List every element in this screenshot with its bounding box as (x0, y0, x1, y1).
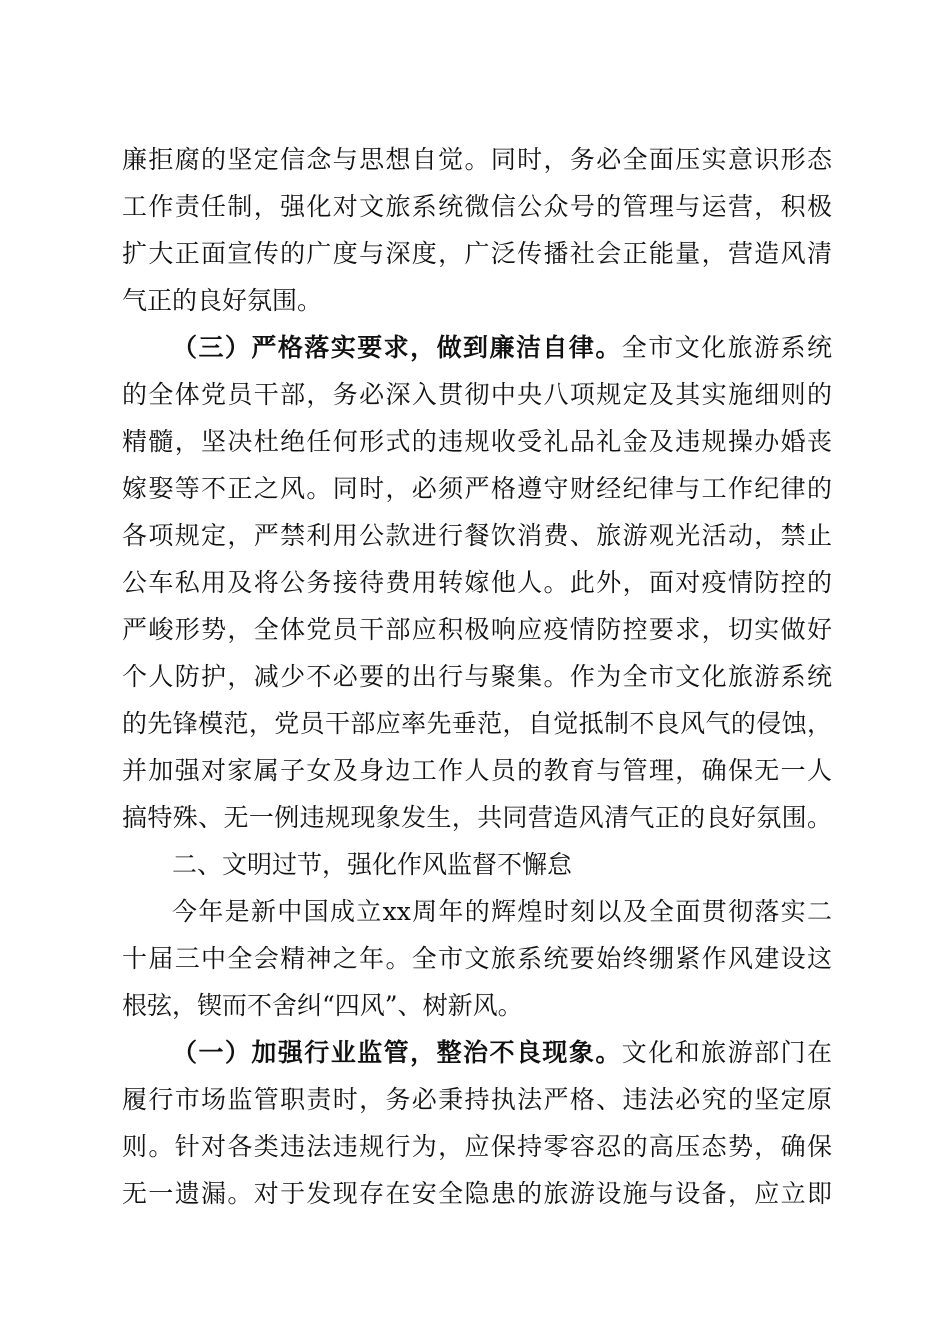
text-line: 的全体党员干部，务必深入贯彻中央八项规定及其实施细则的 (122, 380, 832, 409)
subsection-lead-line (172, 1033, 832, 1073)
text-line: 工作责任制，强化对文旅系统微信公众号的管理与运营，积极 (122, 192, 832, 221)
text-line: 公车私用及将公务接待费用转嫁他人。此外，面对疫情防控的 (122, 568, 832, 597)
text-line: 则。针对各类违法违规行为，应保持零容忍的高压态势，确保 (122, 1132, 832, 1161)
text-line: 今年是新中国成立xx周年的辉煌时刻以及全面贯彻落实二 (172, 897, 832, 926)
text-line: 履行市场监管职责时，务必秉持执法严格、违法必究的坚定原 (122, 1085, 832, 1114)
text-line: 的先锋模范，党员干部应率先垂范，自觉抵制不良风气的侵蚀， (122, 709, 832, 738)
text-line: 十届三中全会精神之年。全市文旅系统要始终绷紧作风建设这 (122, 944, 832, 973)
subsection-heading: （一）加强行业监管，整治不良现象。 (172, 1038, 622, 1067)
subsection-lead-line (172, 328, 832, 368)
text-line: 扩大正面宣传的广度与深度，广泛传播社会正能量，营造风清 (122, 239, 832, 268)
text-span: 全市文化旅游系统 (621, 333, 832, 362)
text-line: 并加强对家属子女及身边工作人员的教育与管理，确保无一人 (122, 756, 832, 785)
text-line: 气正的良好氛围。 (122, 286, 323, 315)
text-line: 无一遗漏。对于发现存在安全隐患的旅游设施与设备，应立即 (122, 1179, 832, 1208)
text-span: 文化和旅游部门在 (621, 1038, 832, 1067)
text-line: 严峻形势，全体党员干部应积极响应疫情防控要求，切实做好 (122, 615, 832, 644)
subsection-heading: （三）严格落实要求，做到廉洁自律。 (172, 333, 622, 362)
section-heading: 二、文明过节，强化作风监督不懈怠 (172, 850, 573, 879)
text-line: 廉拒腐的坚定信念与思想自觉。同时，务必全面压实意识形态 (122, 145, 832, 174)
text-line: 嫁娶等不正之风。同时，必须严格遵守财经纪律与工作纪律的 (122, 474, 832, 503)
text-line: 根弦，锲而不舍纠“四风”、树新风。 (122, 991, 523, 1020)
text-line: 个人防护，减少不必要的出行与聚集。作为全市文化旅游系统 (122, 662, 832, 691)
text-line: 精髓，坚决杜绝任何形式的违规收受礼品礼金及违规操办婚丧 (122, 427, 832, 456)
text-line: 各项规定，严禁利用公款进行餐饮消费、旅游观光活动，禁止 (122, 521, 832, 550)
text-line: 搞特殊、无一例违规现象发生，共同营造风清气正的良好氛围。 (122, 803, 832, 832)
